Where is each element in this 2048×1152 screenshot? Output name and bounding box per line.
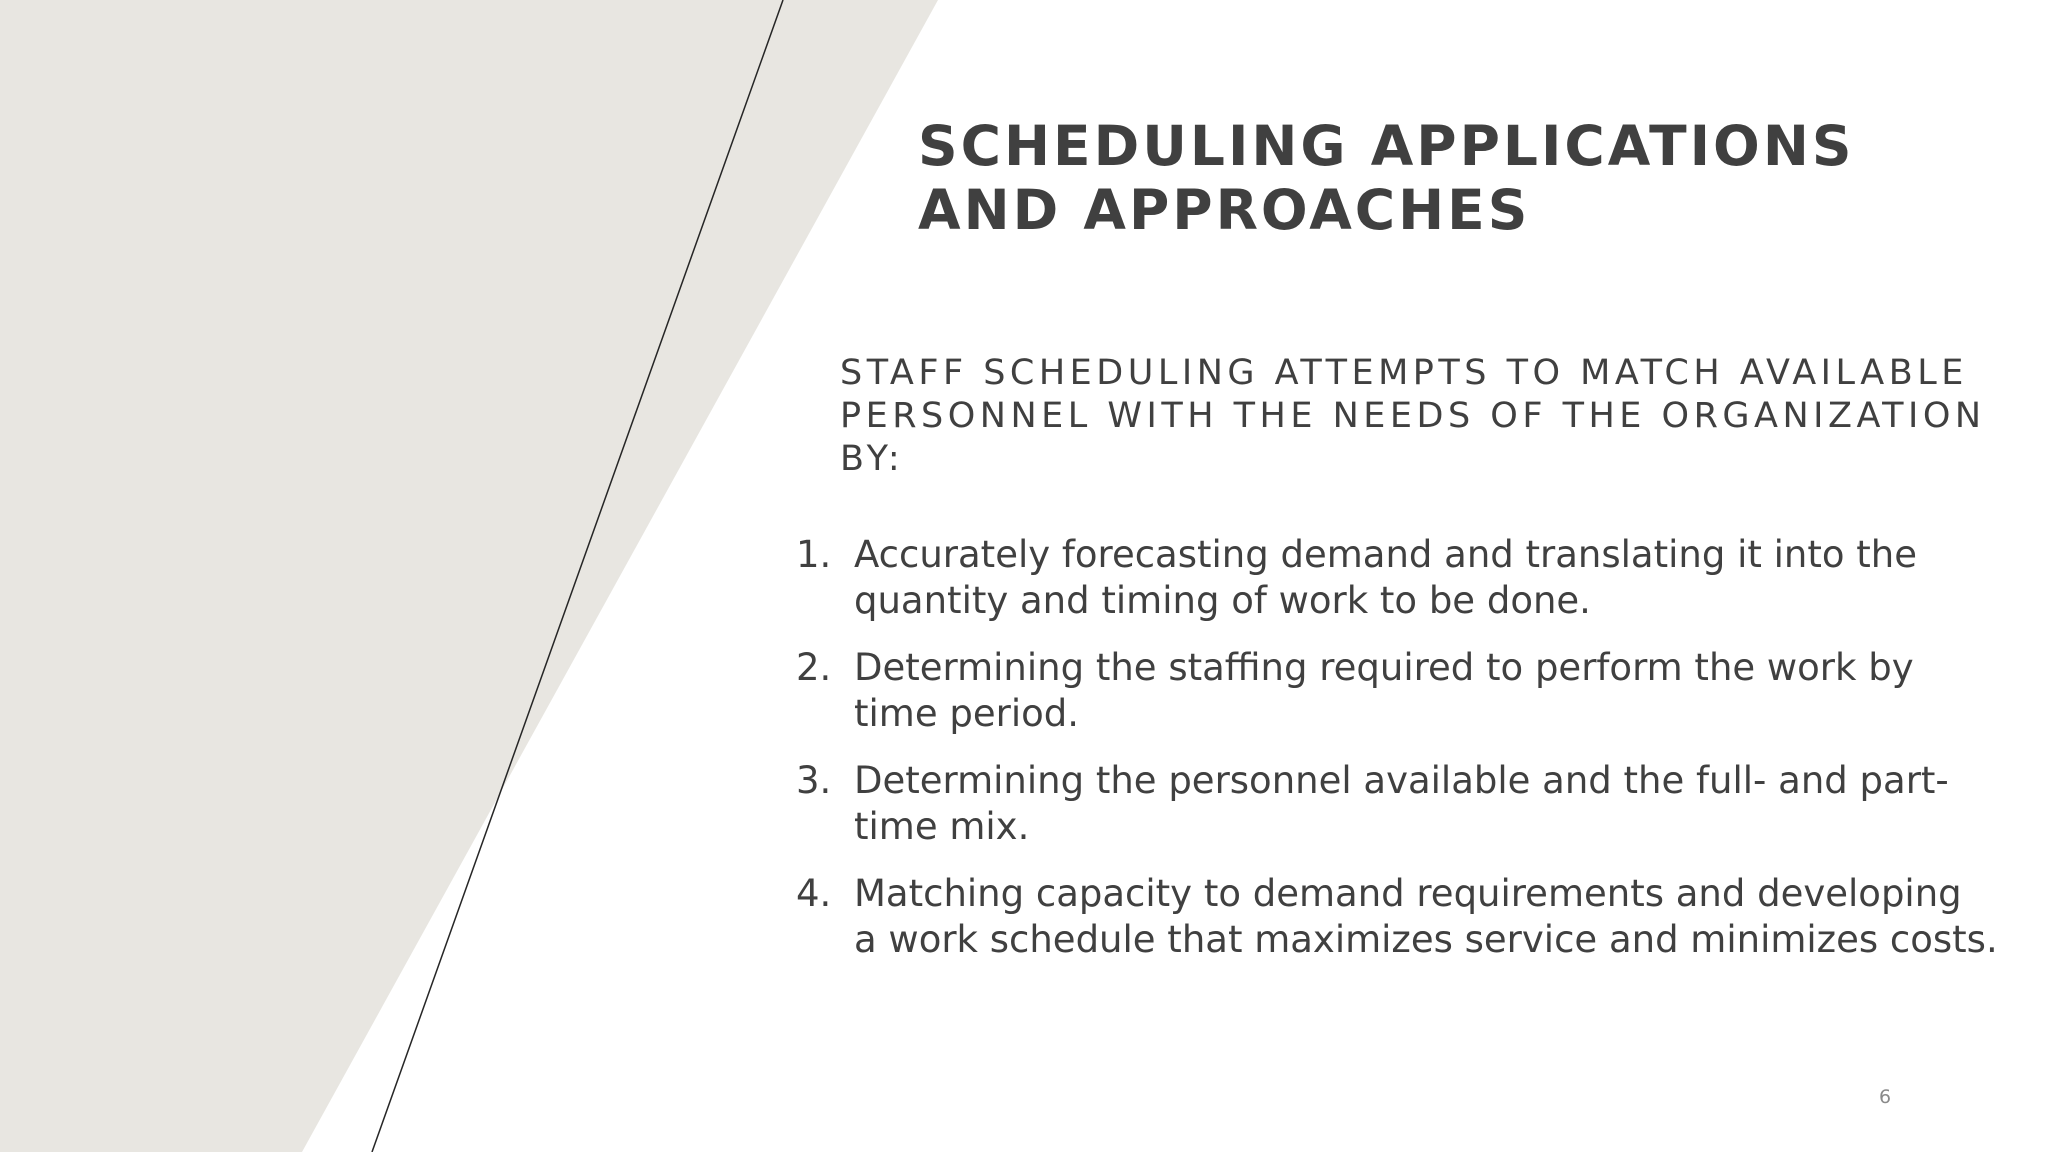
list-item: [796, 871, 2016, 963]
slide-subtitle: [840, 352, 1990, 481]
title-line: SCHEDULING APPLICATIONS: [918, 114, 1855, 178]
list-item: [796, 758, 2016, 850]
title-line: AND APPROACHES: [918, 178, 1531, 242]
list-item-number: 1.: [796, 533, 832, 576]
list-item: [796, 645, 2016, 737]
slide-title: [918, 114, 1978, 242]
list-item-text: Accurately forecasting demand and translating it into the: [854, 533, 1917, 576]
subtitle-line: PERSONNEL WITH THE NEEDS OF THE ORGANIZATION: [840, 396, 1986, 436]
list-item-text: quantity and timing of work to be done.: [854, 579, 1591, 622]
list-item-text: Determining the personnel available and the full- and part-: [854, 759, 1949, 802]
list-item-number: 3.: [796, 759, 832, 802]
list-item-text: Matching capacity to demand requirements and developing: [854, 872, 1962, 915]
list-item-number: 4.: [796, 872, 832, 915]
subtitle-line: BY:: [840, 439, 905, 479]
list-item-text: time period.: [854, 692, 1079, 735]
list-item-text: time mix.: [854, 805, 1030, 848]
list-item-text: Determining the staffing required to perform the work by: [854, 646, 1914, 689]
subtitle-line: STAFF SCHEDULING ATTEMPTS TO MATCH AVAILABLE: [840, 353, 1968, 393]
list-item-text: a work schedule that maximizes service and minimizes costs.: [854, 918, 1998, 961]
page-number: 6: [1878, 1086, 1892, 1108]
list-item-number: 2.: [796, 646, 832, 689]
list-item: [796, 532, 2016, 624]
numbered-list: [796, 532, 2016, 984]
